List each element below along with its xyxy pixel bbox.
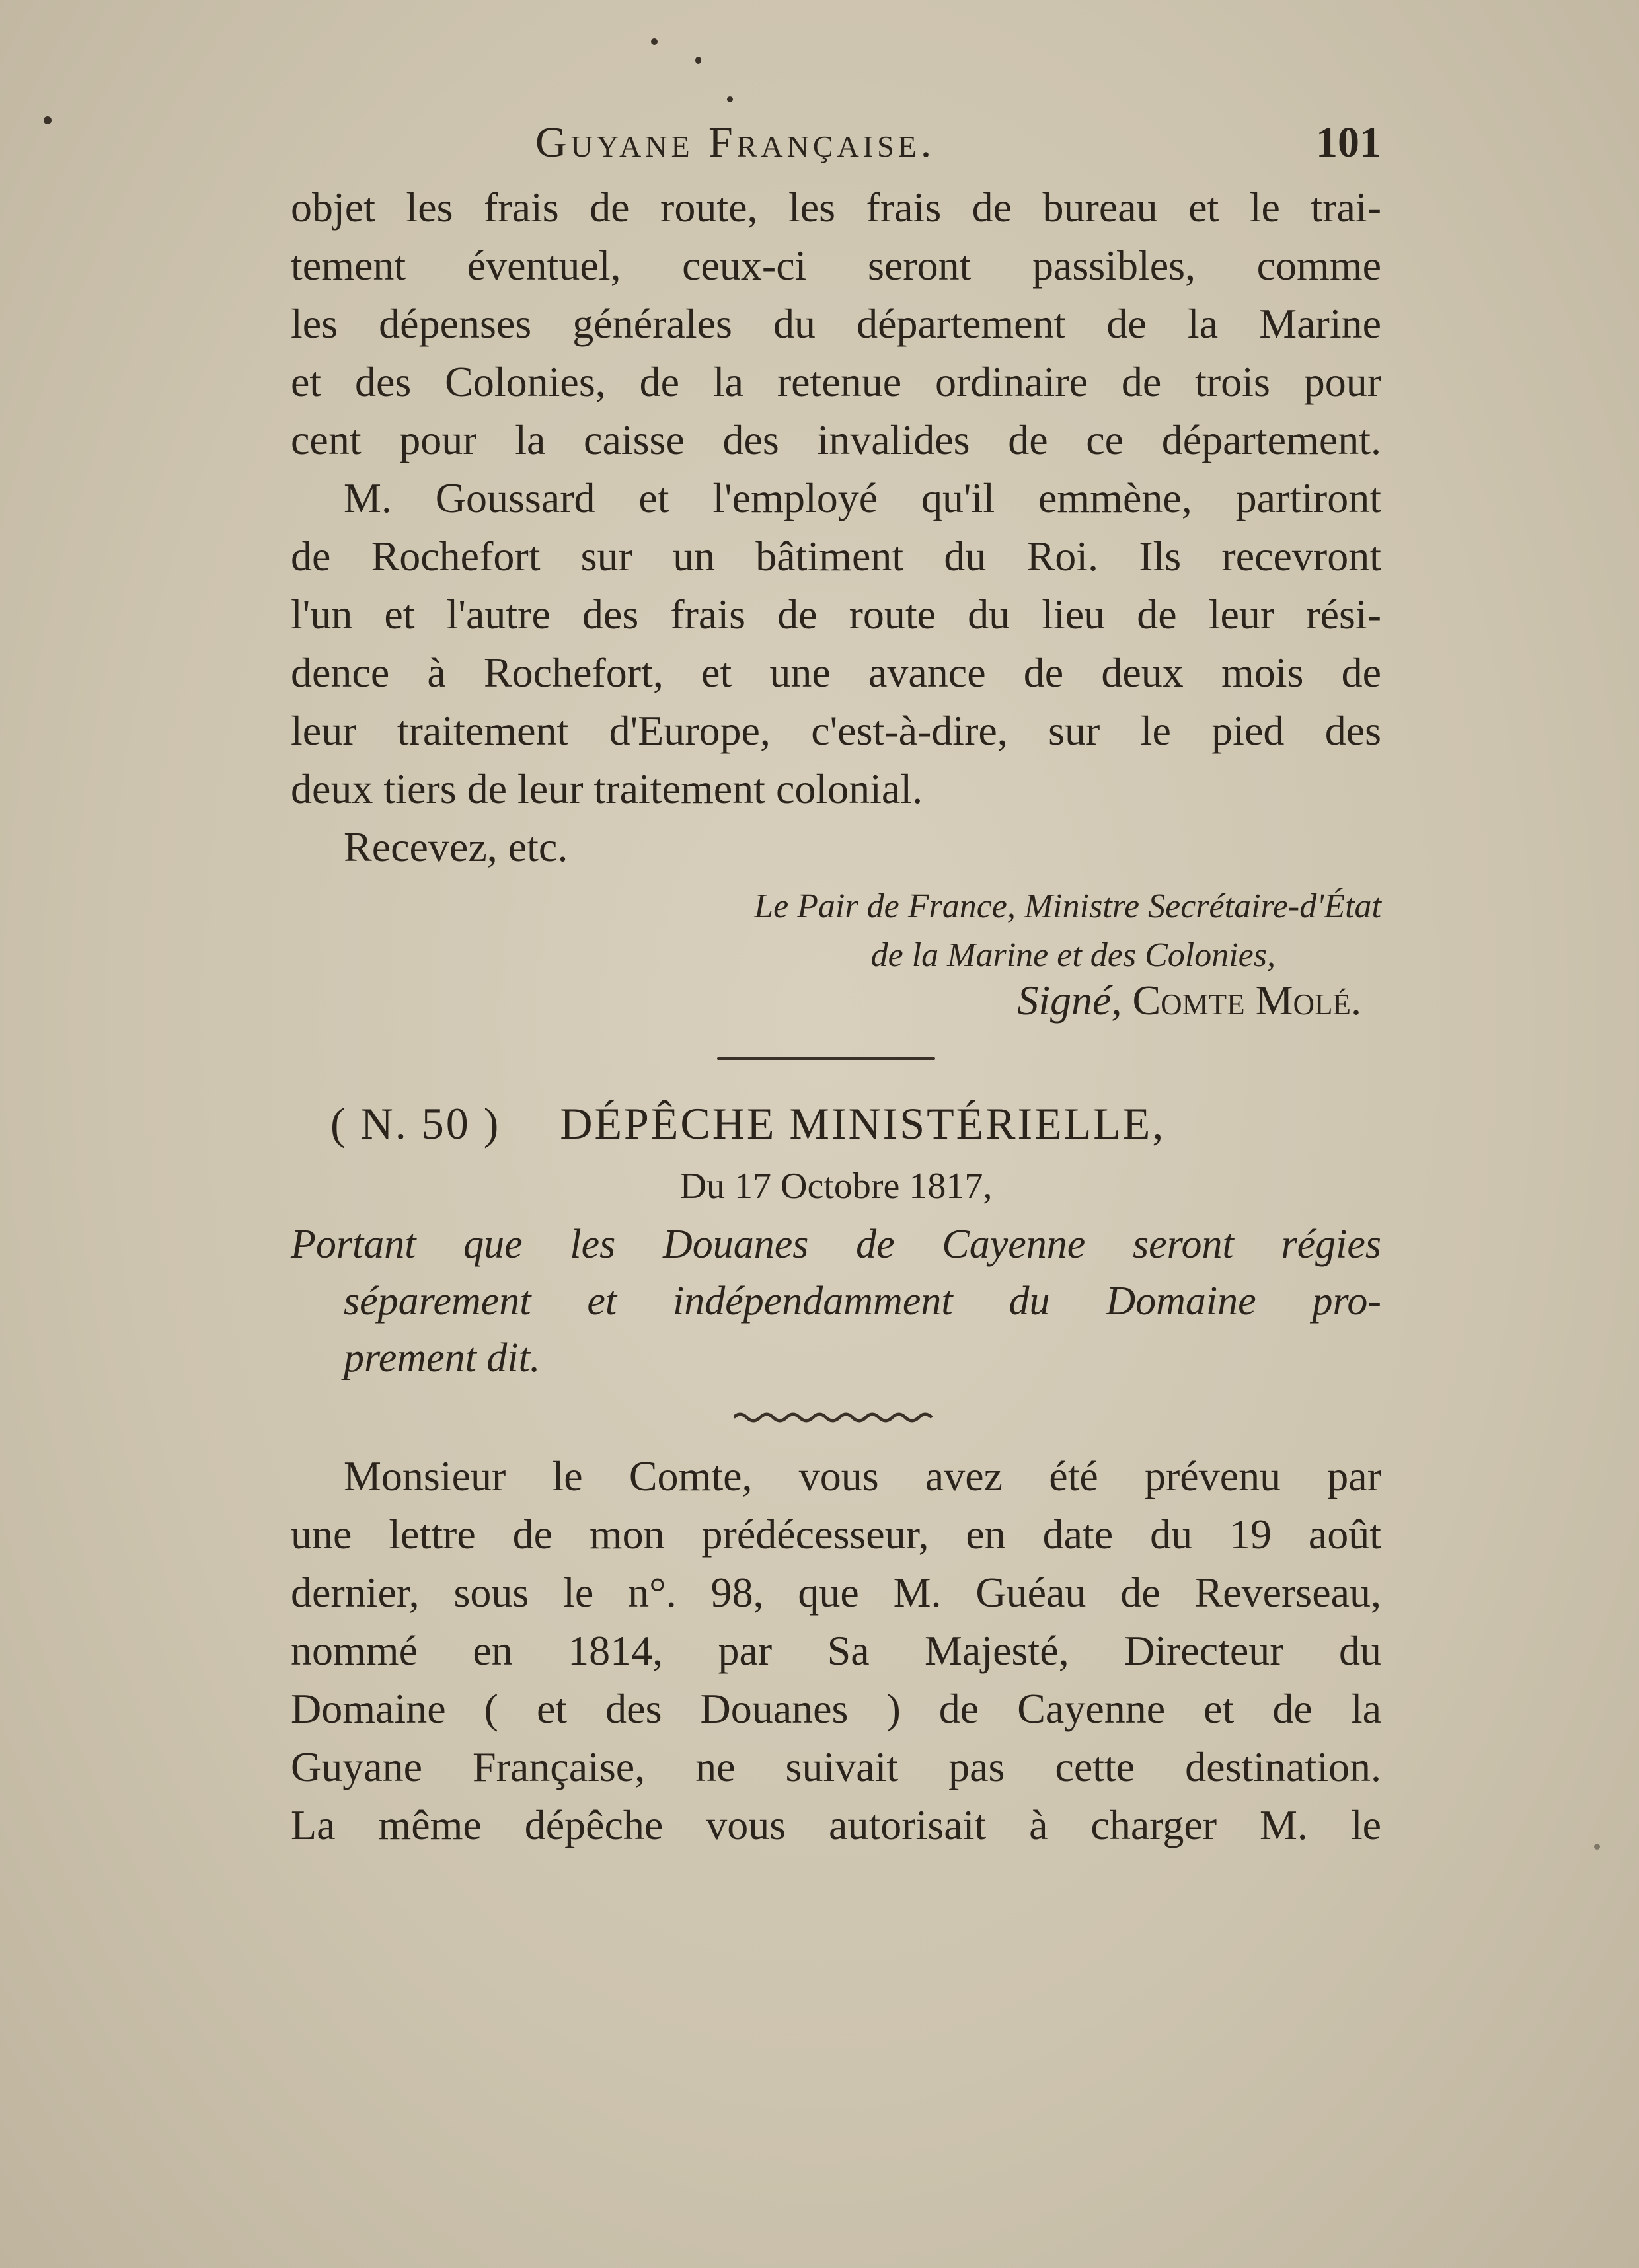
text-line: M. Goussard et l'employé qu'il emmène, partiront [344, 474, 1381, 521]
text-line: et des Colonies, de la retenue ordinaire de trois pour [291, 358, 1381, 405]
signatory-title-line1: Le Pair de France, Ministre Secrétaire-d'État [754, 888, 1381, 925]
text-line: objet les frais de route, les frais de bureau et le trai- [291, 184, 1381, 231]
document-title: DÉPÊCHE MINISTÉRIELLE, [560, 1098, 1166, 1149]
signed-label: Signé, [1017, 977, 1122, 1024]
signed-line [291, 971, 1361, 1030]
page-header [291, 118, 1381, 177]
text-line: de Rochefort sur un bâtiment du Roi. Ils recevront [291, 533, 1381, 580]
subject-line: prement dit. [344, 1336, 541, 1380]
text-line: La même dépêche vous autorisait à charger M. le [291, 1801, 1381, 1848]
text-line: leur traitement d'Europe, c'est-à-dire, sur le pied des [291, 707, 1381, 754]
wavy-ornament [734, 1411, 938, 1424]
ink-speck [695, 57, 701, 64]
text-line: l'un et l'autre des frais de route du lieu de leur rési- [291, 591, 1381, 638]
ink-speck [1594, 1844, 1600, 1850]
section-divider [717, 1057, 935, 1060]
page-number: 101 [1316, 118, 1381, 167]
text-line: dence à Rochefort, et une avance de deux mois de [291, 649, 1381, 696]
subject-line: Portant que les Douanes de Cayenne seront régies [291, 1222, 1381, 1267]
text-line: les dépenses générales du département de la Marine [291, 300, 1381, 347]
main-text [291, 178, 1381, 876]
signatory-name: Comte Molé. [1132, 977, 1361, 1024]
text-line: cent pour la caisse des invalides de ce département. [291, 416, 1381, 463]
text-line: nommé en 1814, par Sa Majesté, Directeur du [291, 1627, 1381, 1674]
closing-formula: Recevez, etc. [344, 823, 568, 870]
subject-line: séparement et indépendamment du Domaine pro- [344, 1279, 1381, 1324]
signatory-title-line2: de la Marine et des Colonies, [870, 936, 1276, 974]
document-heading [291, 1090, 1381, 1156]
text-line: une lettre de mon prédécesseur, en date du 19 août [291, 1511, 1381, 1558]
ink-speck [727, 96, 733, 102]
document-number: ( N. 50 ) [330, 1098, 501, 1149]
text-line: Guyane Française, ne suivait pas cette destination. [291, 1743, 1381, 1790]
text-line: Domaine ( et des Douanes ) de Cayenne et de la [291, 1685, 1381, 1732]
text-line: tement éventuel, ceux-ci seront passibles, comme [291, 242, 1381, 289]
document-date: Du 17 Octobre 1817, [679, 1166, 993, 1207]
ink-speck [44, 116, 52, 124]
letter-text [291, 1447, 1381, 1854]
document-subject [291, 1216, 1381, 1386]
ink-speck [651, 38, 658, 45]
running-title: Guyane Française. [535, 118, 936, 167]
text-line: dernier, sous le n°. 98, que M. Guéau de Reverseau, [291, 1569, 1381, 1616]
text-line: Monsieur le Comte, vous avez été prévenu par [344, 1453, 1381, 1499]
text-line: deux tiers de leur traitement colonial. [291, 765, 923, 812]
